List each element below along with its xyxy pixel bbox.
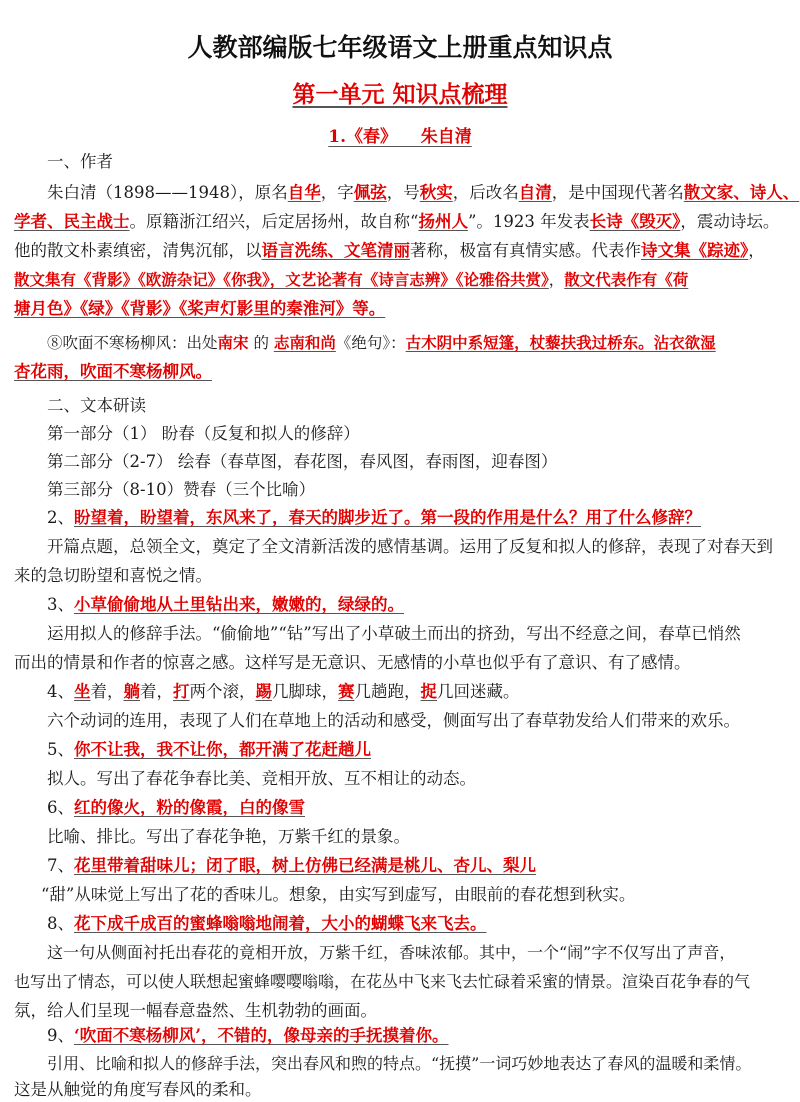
text: ，后改名 (452, 183, 519, 202)
item-3-question (14, 593, 786, 617)
item-3-answer-1: 运用拟人的修辞手法。“偷偷地”“钻”写出了小草破土而出的挤劲，写出不经意之间，春草已悄然 (47, 624, 741, 643)
text: 几回迷藏。 (437, 682, 520, 701)
highlight: 散文家、诗人、 (683, 183, 800, 202)
highlight: 佩弦 (353, 183, 387, 202)
text: ，号 (386, 183, 420, 202)
highlight: ‘吹面不寒杨柳风’，不错的，像母亲的手抚摸着你。 (74, 1026, 449, 1045)
lesson-heading (0, 122, 800, 147)
item-2-answer-2: 来的急切盼望和喜悦之情。 (14, 566, 212, 585)
highlight: 你不让我，我不让你，都开满了花赶趟儿 (74, 740, 371, 759)
highlight: 南宋 (217, 333, 249, 352)
item-4-question (14, 680, 786, 704)
item-6-question (14, 796, 786, 820)
highlight: 杏花雨，吹面不寒杨柳风。 (14, 362, 212, 381)
unit-heading-text: 第一单元 知识点梳理 (292, 81, 508, 108)
highlight: 塘月色》《绿》《背影》《桨声灯影里的秦淮河》等。 (14, 299, 386, 318)
text: 。原籍浙江绍兴，后定居扬州，故自称“ (129, 212, 419, 231)
text: 《绝句》： (335, 334, 406, 352)
item-2-question (14, 506, 786, 530)
text: 着， (90, 682, 124, 701)
author-line-2 (14, 210, 786, 234)
highlight: 自清 (518, 183, 552, 202)
item-9-answer-1: 引用、比喻和拟人的修辞手法，突出春风和煦的特点。“抚摸”一词巧妙地表达了春风的温暖和柔情。 (47, 1054, 752, 1073)
part-2: 第二部分（2-7） 绘春（春草图，春花图，春风图，春雨图，迎春图） (47, 452, 558, 471)
highlight: 花下成千成百的蜜蜂嗡嗡地闹着，大小的蝴蝶飞来飞去。 (74, 914, 487, 933)
verb: 捉 (420, 682, 437, 701)
highlight: 古木阴中系短篷，杖藜扶我过桥东。沾衣欲湿 (405, 333, 716, 352)
text: 着， (140, 682, 173, 701)
highlight: 散文集有《背影》《欧游杂记》《你我》，文艺论著有《诗言志辨》《论雅俗共赏》 (14, 270, 549, 289)
highlight: 学者、民主战士 (14, 212, 130, 231)
item-number: 6、 (47, 798, 74, 817)
highlight: 扬州人 (418, 212, 468, 231)
item-number: 2、 (47, 508, 74, 527)
section-heading-reading: 二、文本研读 (47, 396, 146, 415)
author-line-5 (14, 297, 786, 321)
item-4-answer-1: 六个动词的连用，表现了人们在草地上的活动和感受，侧面写出了春草勃发给人们带来的欢乐。 (47, 711, 740, 730)
highlight: 散文代表作有《荷 (564, 270, 689, 289)
author-line-3 (14, 239, 786, 263)
item-number: 3、 (47, 595, 74, 614)
item-number: 9、 (47, 1026, 74, 1045)
highlight: 语言洗练、文笔清丽 (261, 241, 410, 260)
highlight: 诗文集《踪迹》 (641, 241, 749, 260)
text: 著称，极富有真情实感。代表作 (410, 241, 641, 260)
highlight: 盼望着，盼望着，东风来了，春天的脚步近了。第一段的作用是什么？用了什么修辞？ (74, 508, 701, 527)
text: ， (748, 241, 765, 260)
highlight: 秋实 (419, 183, 453, 202)
highlight: 自华 (287, 183, 321, 202)
highlight: 小草偷偷地从土里钻出来，嫩嫩的，绿绿的。 (74, 595, 404, 614)
item-5-question (14, 738, 786, 762)
text: 几趟跑， (354, 682, 421, 701)
item-9-answer-2: 这是从触觉的角度写春风的柔和。 (14, 1080, 262, 1099)
item-6-answer-1: 比喻、排比。写出了春花争艳，万紫千红的景象。 (47, 827, 410, 846)
unit-heading (0, 76, 800, 109)
item-number: 4、 (47, 682, 74, 701)
item-8-answer-1: 这一句从侧面衬托出春花的竟相开放，万紫千红，香味浓郁。其中，一个“闹”字不仅写出了声音， (47, 943, 736, 962)
item-9-question (14, 1024, 786, 1048)
document-title: 人教部编版七年级语文上册重点知识点 (187, 33, 613, 62)
item-8-answer-3: 氛，给人们呈现一幅春意盎然、生机勃勃的画面。 (14, 1001, 377, 1020)
author-line-4 (14, 268, 786, 292)
quote-line-2 (14, 360, 786, 384)
item-3-answer-2: 而出的情景和作者的惊喜之感。这样写是无意识、无感情的小草也似乎有了意识、有了感情。 (14, 653, 691, 672)
highlight: 红的像火，粉的像霞，白的像雪 (74, 798, 305, 817)
part-3: 第三部分（8-10）赞春（三个比喻） (47, 480, 316, 499)
text: 朱白清（1898——1948），原名 (47, 183, 288, 202)
verb: 赛 (338, 682, 355, 701)
text: ，震动诗坛。 (680, 212, 780, 231)
item-number: 8、 (47, 914, 74, 933)
highlight: 花里带着甜味儿；闭了眼，树上仿佛已经满是桃儿、杏儿、梨儿 (74, 856, 536, 875)
text: ，字 (320, 183, 354, 202)
part-1: 第一部分（1） 盼春（反复和拟人的修辞） (47, 424, 360, 443)
item-7-question (14, 854, 786, 878)
section-heading-author: 一、作者 (47, 152, 113, 171)
text: ， (548, 271, 565, 289)
text: ，是中国现代著名 (551, 183, 684, 202)
highlight: 志南和尚 (273, 333, 336, 352)
text: 他的散文朴素缜密，清隽沉郁，以 (14, 241, 262, 260)
text: 的 (248, 334, 274, 352)
item-8-question (14, 912, 786, 936)
verb: 坐 (74, 682, 91, 701)
quote-line-1 (14, 331, 786, 355)
item-5-answer-1: 拟人。写出了春花争春比美、竞相开放、互不相让的动态。 (47, 769, 476, 788)
item-8-answer-2: 也写出了情态，可以使人联想起蜜蜂嘤嘤嗡嗡，在花丛中飞来飞去忙碌着采蜜的情景。渲染百花争春的气 (14, 972, 751, 991)
highlight: 长诗《毁灭》 (589, 212, 681, 231)
item-number: 7、 (47, 856, 74, 875)
item-7-answer-1: “甜”从味觉上写出了花的香味儿。想象，由实写到虚写，由眼前的春花想到秋实。 (41, 885, 636, 904)
author-line-1 (14, 181, 800, 205)
verb: 踢 (255, 682, 272, 701)
text: ”。1923 年发表 (467, 212, 590, 231)
item-number: 5、 (47, 740, 74, 759)
lesson-heading-text: 1.《春》 朱自清 (328, 127, 472, 147)
verb: 打 (173, 682, 190, 701)
text: 几脚球， (272, 682, 338, 701)
text: ⑧吹面不寒杨柳风：出处 (47, 334, 218, 352)
verb: 躺 (123, 682, 140, 701)
text: 两个滚， (189, 682, 256, 701)
item-2-answer-1: 开篇点题，总领全文，奠定了全文清新活泼的感情基调。运用了反复和拟人的修辞，表现了对春天到 (47, 537, 773, 556)
